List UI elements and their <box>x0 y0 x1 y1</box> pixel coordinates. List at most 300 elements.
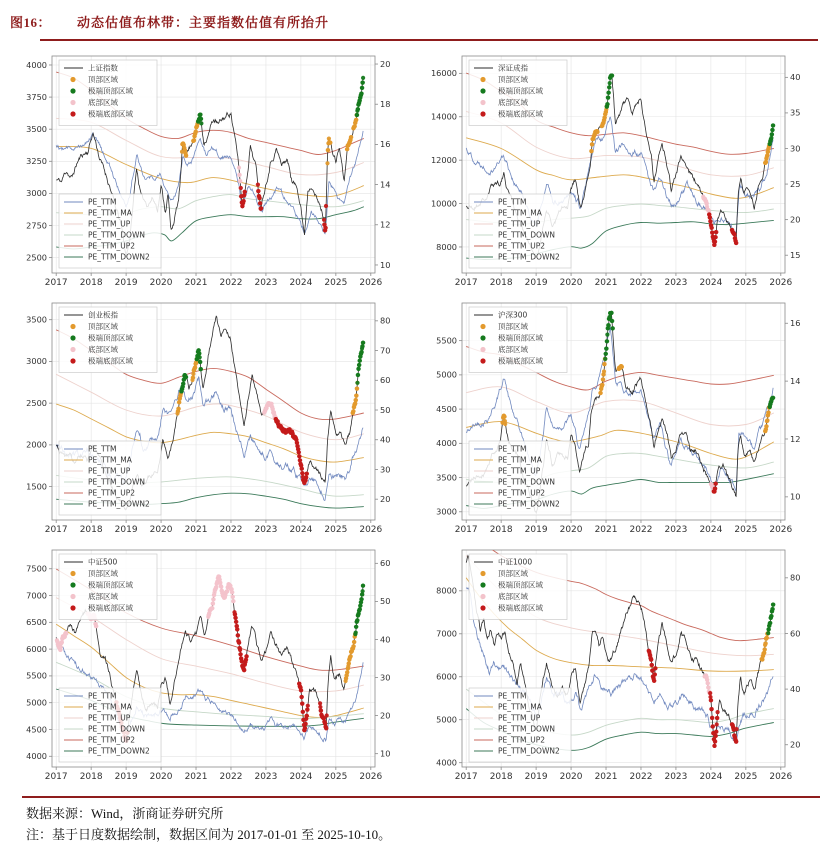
marker-dot-top <box>326 148 330 152</box>
marker-dot-bot <box>214 585 218 589</box>
legend-index-zones <box>469 60 567 126</box>
legend-label: 底部区域 <box>88 98 118 108</box>
x-axis-tick: 2019 <box>524 525 548 535</box>
marker-dot-bot <box>231 595 235 599</box>
marker-dot-ebot <box>324 726 328 730</box>
x-axis-tick: 2024 <box>699 278 723 288</box>
x-axis-tick: 2019 <box>114 525 138 535</box>
y-axis-left-tick: 1500 <box>26 481 47 492</box>
legend-label: 沪深300 <box>498 310 528 320</box>
y-axis-left-tick: 8000 <box>436 585 457 596</box>
legend-label: PE_TTM_MA <box>498 702 542 712</box>
legend-label: PE_TTM_UP2 <box>498 735 546 745</box>
marker-dot-etop <box>604 347 608 351</box>
x-axis-tick: 2024 <box>289 772 313 782</box>
marker-dot-top <box>603 362 607 366</box>
legend-label: 底部区域 <box>88 345 118 355</box>
marker-dot-ebot <box>714 230 718 234</box>
marker-dot-top <box>192 138 196 142</box>
marker-dot-etop <box>768 621 772 625</box>
marker-dot-etop <box>354 625 358 629</box>
y-axis-left-tick: 4000 <box>26 59 47 70</box>
chart-cell-chinext <box>6 296 404 543</box>
y-axis-right-tick: 60 <box>380 375 391 386</box>
legend-label: PE_TTM <box>498 197 527 207</box>
y-axis-right-tick: 70 <box>380 345 391 356</box>
x-axis-tick: 2018 <box>489 772 513 782</box>
marker-dot-top <box>352 644 356 648</box>
y-axis-left-tick: 2000 <box>26 439 47 450</box>
x-axis-tick: 2025 <box>734 525 758 535</box>
marker-dot-ebot <box>239 186 243 190</box>
marker-dot-ebot <box>710 226 714 230</box>
valuation-zone-markers <box>175 341 365 485</box>
marker-dot-bot <box>231 599 235 603</box>
marker-dot-bot <box>210 606 214 610</box>
y-axis-left-tick: 16000 <box>430 68 457 79</box>
y-axis-right-tick: 50 <box>380 596 391 607</box>
legend-label: 底部区域 <box>498 98 528 108</box>
marker-dot-etop <box>356 373 360 377</box>
marker-dot-ebot <box>306 704 310 708</box>
marker-dot-etop <box>361 589 365 593</box>
chart-canvas-szci <box>416 49 814 296</box>
marker-dot-bot <box>707 209 711 213</box>
legend-pe-bands <box>469 194 571 268</box>
y-axis-left-tick: 2500 <box>26 252 47 263</box>
figure-header <box>0 0 826 35</box>
marker-dot-ebot <box>649 658 653 662</box>
legend-label: PE_TTM_UP <box>88 466 131 476</box>
charts-grid <box>0 41 826 790</box>
x-axis-tick: 2019 <box>114 772 138 782</box>
marker-dot-ebot <box>714 734 718 738</box>
marker-dot-bot <box>238 179 242 183</box>
y-axis-right-tick: 30 <box>380 672 391 683</box>
y-axis-left-tick: 5000 <box>26 697 47 708</box>
x-axis-tick: 2026 <box>359 525 383 535</box>
data-range-note: 注：基于日度数据绘制，数据区间为 2017-01-01 至 2025-10-10。 <box>26 827 392 842</box>
marker-dot-ebot <box>234 620 238 624</box>
y-axis-left-tick: 3000 <box>26 356 47 367</box>
y-axis-right-tick: 80 <box>380 315 391 326</box>
y-axis-right-tick: 20 <box>380 58 391 69</box>
legend-label: PE_TTM_UP2 <box>88 488 136 498</box>
y-axis-right-tick: 10 <box>380 259 391 270</box>
marker-dot-ebot <box>304 475 308 479</box>
y-axis-left-tick: 14000 <box>430 111 457 122</box>
marker-dot-etop <box>771 123 775 127</box>
marker-dot-ebot <box>259 206 263 210</box>
y-axis-left-tick: 12000 <box>430 154 457 165</box>
y-axis-right-tick: 30 <box>790 143 801 154</box>
marker-dot-ebot <box>650 663 654 667</box>
marker-dot-ebot <box>300 702 304 706</box>
figure-label: 图16： <box>10 15 52 30</box>
marker-dot-ebot <box>713 240 717 244</box>
marker-dot-top <box>355 387 359 391</box>
y-axis-right-tick: 20 <box>380 493 391 504</box>
marker-dot-ebot <box>298 458 302 462</box>
marker-dot-ebot <box>237 641 241 645</box>
marker-dot-ebot <box>258 201 262 205</box>
marker-dot-etop <box>355 113 359 117</box>
y-axis-left-tick: 3750 <box>26 91 47 102</box>
legend-label: 底部区域 <box>498 345 528 355</box>
y-axis-left-tick: 6000 <box>436 671 457 682</box>
marker-dot-ebot <box>710 716 714 720</box>
legend-label: PE_TTM_DOWN <box>88 230 145 240</box>
x-axis-tick: 2023 <box>254 525 278 535</box>
marker-dot-ebot <box>710 231 714 235</box>
marker-dot-bot <box>211 602 215 606</box>
legend-label: PE_TTM <box>88 691 117 701</box>
legend-label: 极端顶部区域 <box>88 333 133 343</box>
x-axis-tick: 2017 <box>454 525 478 535</box>
x-axis-tick: 2019 <box>524 772 548 782</box>
marker-dot-ebot <box>715 716 719 720</box>
legend-index-zones <box>469 554 567 620</box>
marker-dot-etop <box>610 74 614 78</box>
y-axis-right-tick: 40 <box>380 434 391 445</box>
x-axis-tick: 2023 <box>664 278 688 288</box>
marker-dot-etop <box>358 607 362 611</box>
marker-dot-etop <box>199 367 203 371</box>
marker-dot-etop <box>605 333 609 337</box>
y-axis-right-tick: 40 <box>380 634 391 645</box>
marker-dot-ebot <box>242 668 246 672</box>
marker-dot-etop <box>360 86 364 90</box>
data-source-note: 数据来源：Wind，浙商证券研究所 <box>26 806 224 821</box>
marker-dot-etop <box>605 339 609 343</box>
y-axis-right-tick: 10 <box>790 491 801 502</box>
marker-dot-ebot <box>709 698 713 702</box>
marker-dot-ebot <box>305 714 309 718</box>
legend-label: 顶部区域 <box>498 569 528 579</box>
x-axis-tick: 2019 <box>114 278 138 288</box>
marker-dot-top <box>194 130 198 134</box>
marker-dot-ebot <box>305 472 309 476</box>
x-axis-tick: 2025 <box>324 525 348 535</box>
legend-pe-bands <box>59 688 161 762</box>
marker-dot-top <box>325 161 329 165</box>
x-axis-tick: 2021 <box>594 525 618 535</box>
marker-dot-etop <box>770 132 774 136</box>
marker-dot-bot <box>219 585 223 589</box>
legend-index-zones <box>59 554 157 620</box>
marker-dot-etop <box>355 618 359 622</box>
y-axis-left-tick: 3000 <box>436 506 457 517</box>
y-axis-left-tick: 3500 <box>26 314 47 325</box>
x-axis-tick: 2026 <box>359 278 383 288</box>
x-axis-tick: 2026 <box>359 772 383 782</box>
y-axis-left-tick: 7000 <box>436 628 457 639</box>
marker-dot-ebot <box>732 232 736 236</box>
marker-dot-bot <box>706 681 710 685</box>
marker-dot-ebot <box>238 648 242 652</box>
marker-dot-top <box>590 149 594 153</box>
y-axis-right-tick: 60 <box>790 628 801 639</box>
marker-dot-ebot <box>708 215 712 219</box>
marker-dot-ebot <box>714 235 718 239</box>
marker-dot-etop <box>356 107 360 111</box>
marker-dot-bot <box>225 589 229 593</box>
marker-dot-ebot <box>713 487 717 491</box>
marker-dot-ebot <box>715 722 719 726</box>
y-axis-left-tick: 3250 <box>26 156 47 167</box>
legend-label: PE_TTM_DOWN <box>88 724 145 734</box>
marker-dot-etop <box>357 363 361 367</box>
legend-label: 上证指数 <box>88 63 118 73</box>
marker-dot-top <box>191 372 195 376</box>
marker-dot-ebot <box>245 654 249 658</box>
y-axis-left-tick: 4500 <box>436 403 457 414</box>
y-axis-right-tick: 60 <box>380 558 391 569</box>
legend-label: 创业板指 <box>88 310 118 320</box>
marker-dot-ebot <box>653 672 657 676</box>
marker-dot-ebot <box>297 450 301 454</box>
legend-pe-bands <box>59 441 161 515</box>
marker-dot-ebot <box>710 707 714 711</box>
x-axis-tick: 2020 <box>559 772 583 782</box>
marker-dot-etop <box>610 319 614 323</box>
x-axis-tick: 2025 <box>734 772 758 782</box>
marker-dot-etop <box>199 121 203 125</box>
marker-dot-etop <box>604 352 608 356</box>
marker-dot-ebot <box>318 701 322 705</box>
x-axis-tick: 2017 <box>44 772 68 782</box>
band-line-up <box>466 387 774 426</box>
x-axis-tick: 2021 <box>184 772 208 782</box>
chart-canvas-hs300 <box>416 296 814 543</box>
legend-label: 极端顶部区域 <box>88 580 133 590</box>
marker-dot-etop <box>771 128 775 132</box>
marker-dot-top <box>763 647 767 651</box>
marker-dot-etop <box>198 113 202 117</box>
marker-dot-top <box>765 418 769 422</box>
marker-dot-ebot <box>301 710 305 714</box>
x-axis-tick: 2022 <box>629 525 653 535</box>
x-axis-tick: 2022 <box>629 278 653 288</box>
legend-pe-bands <box>469 688 571 762</box>
x-axis-tick: 2026 <box>769 278 793 288</box>
y-axis-right-tick: 50 <box>380 404 391 415</box>
x-axis-tick: 2023 <box>254 772 278 782</box>
marker-dot-etop <box>361 81 365 85</box>
x-axis-tick: 2020 <box>559 525 583 535</box>
marker-dot-bot <box>238 173 242 177</box>
marker-dot-etop <box>608 315 612 319</box>
marker-dot-top <box>765 636 769 640</box>
marker-dot-top <box>599 391 603 395</box>
marker-dot-top <box>503 422 507 426</box>
marker-dot-top <box>601 377 605 381</box>
y-axis-left-tick: 5500 <box>26 670 47 681</box>
legend-label: 极端底部区域 <box>88 109 133 119</box>
y-axis-right-tick: 40 <box>790 683 801 694</box>
marker-dot-ebot <box>319 709 323 713</box>
y-axis-left-tick: 6000 <box>26 643 47 654</box>
marker-dot-etop <box>607 323 611 327</box>
marker-dot-ebot <box>322 218 326 222</box>
marker-dot-etop <box>361 584 365 588</box>
y-axis-left-tick: 4000 <box>436 757 457 768</box>
y-axis-right-tick: 10 <box>380 748 391 759</box>
legend-label: 底部区域 <box>88 592 118 602</box>
marker-dot-top <box>191 376 195 380</box>
chart-cell-csi1000 <box>416 543 814 790</box>
marker-dot-bot <box>60 640 64 644</box>
x-axis-tick: 2024 <box>699 525 723 535</box>
marker-dot-bot <box>212 597 216 601</box>
band-line-up <box>56 374 364 439</box>
y-axis-right-tick: 16 <box>380 139 391 150</box>
legend-label: PE_TTM_DOWN2 <box>88 746 150 756</box>
marker-dot-top <box>354 118 358 122</box>
legend-index-zones <box>59 307 157 373</box>
marker-dot-ebot <box>653 666 657 670</box>
legend-label: PE_TTM_DOWN2 <box>498 252 560 262</box>
legend-label: PE_TTM_UP2 <box>88 241 136 251</box>
marker-dot-ebot <box>709 219 713 223</box>
marker-dot-etop <box>198 355 202 359</box>
legend-label: PE_TTM_UP2 <box>498 241 546 251</box>
x-axis-tick: 2023 <box>254 278 278 288</box>
marker-dot-etop <box>608 81 612 85</box>
y-axis-right-tick: 20 <box>790 214 801 225</box>
marker-dot-etop <box>357 367 361 371</box>
legend-label: 极端顶部区域 <box>88 86 133 96</box>
legend-label: 顶部区域 <box>498 322 528 332</box>
y-axis-left-tick: 6500 <box>26 617 47 628</box>
figure-title: 动态估值布林带：主要指数估值有所抬升 <box>77 15 330 30</box>
x-axis-tick: 2019 <box>524 278 548 288</box>
legend-label: PE_TTM <box>498 691 527 701</box>
marker-dot-ebot <box>256 189 260 193</box>
marker-dot-ebot <box>300 471 304 475</box>
x-axis-tick: 2025 <box>324 772 348 782</box>
y-axis-left-tick: 4000 <box>436 438 457 449</box>
marker-dot-etop <box>771 396 775 400</box>
marker-dot-top <box>352 640 356 644</box>
x-axis-tick: 2018 <box>79 278 103 288</box>
legend-label: PE_TTM_DOWN <box>88 477 145 487</box>
legend-label: PE_TTM <box>498 444 527 454</box>
marker-dot-top <box>184 154 188 158</box>
y-axis-left-tick: 7000 <box>26 590 47 601</box>
x-axis-tick: 2024 <box>289 525 313 535</box>
legend-label: PE_TTM_DOWN <box>498 724 555 734</box>
marker-dot-ebot <box>234 616 238 620</box>
x-axis-tick: 2018 <box>489 278 513 288</box>
marker-dot-etop <box>603 357 607 361</box>
legend-label: PE_TTM <box>88 444 117 454</box>
marker-dot-ebot <box>243 190 247 194</box>
y-axis-left-tick: 5500 <box>436 335 457 346</box>
y-axis-left-tick: 4000 <box>26 751 47 762</box>
legend-label: 深证成指 <box>498 63 528 73</box>
x-axis-tick: 2018 <box>79 772 103 782</box>
x-axis-tick: 2022 <box>219 525 243 535</box>
legend-label: PE_TTM_MA <box>88 702 132 712</box>
marker-dot-etop <box>360 350 364 354</box>
chart-canvas-csi1000 <box>416 543 814 790</box>
legend-label: PE_TTM_MA <box>498 208 542 218</box>
marker-dot-etop <box>767 627 771 631</box>
marker-dot-bot <box>706 685 710 689</box>
marker-dot-etop <box>610 311 614 315</box>
legend-label: PE_TTM_UP <box>498 466 541 476</box>
chart-cell-sse <box>6 49 404 296</box>
marker-dot-bot <box>64 631 68 635</box>
x-axis-tick: 2018 <box>489 525 513 535</box>
marker-dot-etop <box>766 631 770 635</box>
marker-dot-ebot <box>239 652 243 656</box>
x-axis-tick: 2020 <box>149 772 173 782</box>
marker-dot-etop <box>607 91 611 95</box>
chart-cell-hs300 <box>416 296 814 543</box>
x-axis-tick: 2017 <box>44 525 68 535</box>
legend-label: 顶部区域 <box>88 569 118 579</box>
chart-canvas-sse <box>6 49 404 296</box>
legend-label: 中证500 <box>88 557 118 567</box>
legend-label: 极端底部区域 <box>88 356 133 366</box>
legend-label: PE_TTM_DOWN2 <box>88 252 150 262</box>
marker-dot-top <box>354 394 358 398</box>
legend-label: 极端底部区域 <box>498 603 543 613</box>
legend-label: PE_TTM_MA <box>88 208 132 218</box>
y-axis-left-tick: 5000 <box>436 369 457 380</box>
marker-dot-ebot <box>734 241 738 245</box>
marker-dot-ebot <box>297 454 301 458</box>
marker-dot-etop <box>358 359 362 363</box>
x-axis-tick: 2025 <box>734 278 758 288</box>
y-axis-right-tick: 15 <box>790 250 801 261</box>
legend-label: 极端底部区域 <box>498 356 543 366</box>
marker-dot-top <box>600 383 604 387</box>
marker-dot-etop <box>360 92 364 96</box>
legend-label: 极端底部区域 <box>498 109 543 119</box>
marker-dot-top <box>602 369 606 373</box>
marker-dot-etop <box>184 375 188 379</box>
y-axis-right-tick: 30 <box>380 464 391 475</box>
x-axis-tick: 2026 <box>769 525 793 535</box>
legend-index-zones <box>59 60 157 126</box>
y-axis-right-tick: 35 <box>790 107 801 118</box>
y-axis-right-tick: 20 <box>790 739 801 750</box>
y-axis-left-tick: 2750 <box>26 220 47 231</box>
marker-dot-ebot <box>708 691 712 695</box>
y-axis-right-tick: 12 <box>380 219 391 230</box>
legend-pe-bands <box>59 194 161 268</box>
marker-dot-ebot <box>242 199 246 203</box>
marker-dot-top <box>328 141 332 145</box>
marker-dot-top <box>349 654 353 658</box>
x-axis-tick: 2020 <box>149 525 173 535</box>
chart-canvas-csi500 <box>6 543 404 790</box>
marker-dot-ebot <box>714 730 718 734</box>
legend-label: PE_TTM_UP <box>88 219 131 229</box>
marker-dot-ebot <box>299 688 303 692</box>
x-axis-tick: 2021 <box>184 525 208 535</box>
legend-label: 顶部区域 <box>498 75 528 85</box>
y-axis-left-tick: 7500 <box>26 563 47 574</box>
marker-dot-ebot <box>735 727 739 731</box>
marker-dot-top <box>765 424 769 428</box>
marker-dot-etop <box>354 631 358 635</box>
x-axis-tick: 2023 <box>664 772 688 782</box>
legend-index-zones <box>469 307 567 373</box>
